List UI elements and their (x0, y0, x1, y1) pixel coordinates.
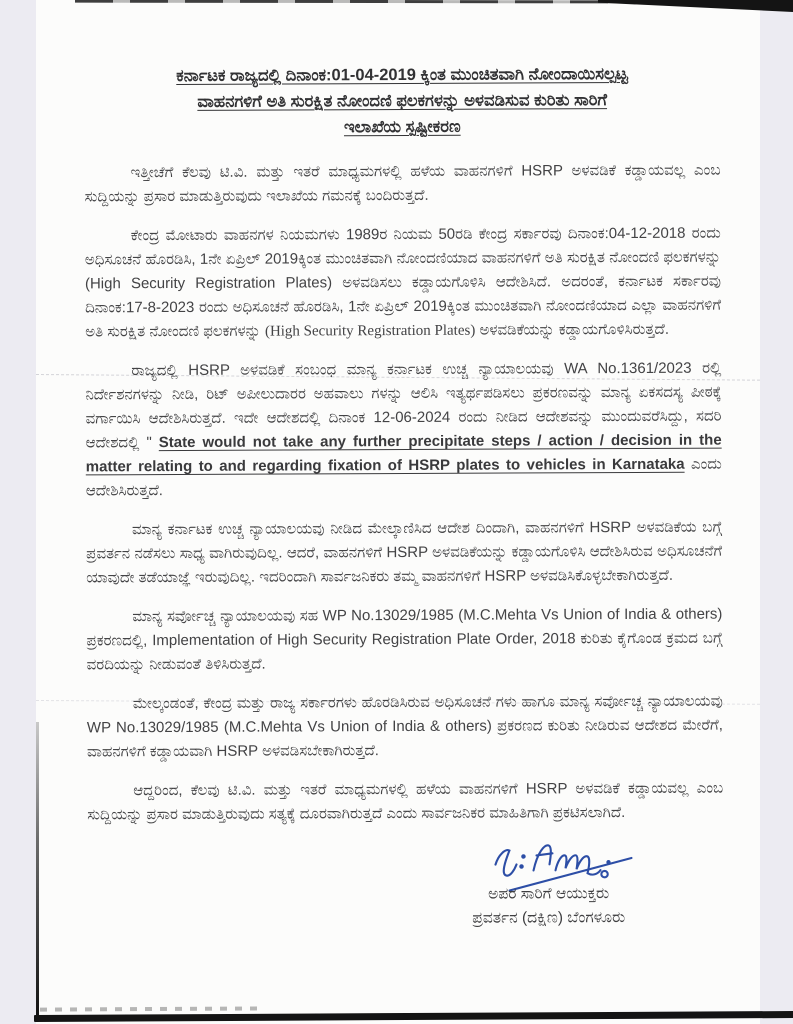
paragraph-5 (86, 603, 722, 678)
court-order-quote: State would not take any further precipitate steps / action / decision in the matter relating to and regarding fixation of HSRP plates to vehicles in Karnataka (85, 431, 722, 476)
text-segment: ಆದ್ದರಿಂದ, ಕೆಲವು ಟಿ.ವಿ. ಮತ್ತು ಇತರೆ ಮಾಧ್ಯಮಗಳಲ್ಲಿ ಹಳೆಯ ವಾಹನಗಳಿಗೆ HSRP ಅಳವಡಿಕೆ ಕಡ್ಡಾಯವಲ್ಲ ಎಂಬ ಸುದ್ದಿಯನ್ನು ಪ್ರಸಾರ ಮಾಡುತ್ತಿರುವುದು ಸತ್ಯಕ್ಕೆ ದೂರವಾಗಿರುತ್ತದೆ ಎಂದು ಸಾರ್ವಜನಿಕರ ಮಾಹಿತಿಗಾಗಿ ಪ್ರಕಟಿಸಲಾಗಿದೆ. (87, 779, 724, 824)
document-title-line-3: ಇಲಾಖೆಯ ಸ್ಪಷ್ಟೀಕರಣ (343, 117, 461, 137)
paragraph-1 (84, 159, 720, 210)
text-segment-english: (High Security Registration Plates) (84, 274, 333, 293)
text-segment: ಕೇಂದ್ರ ಮೋಟಾರು ವಾಹನಗಳ ನಿಯಮಗಳು 1989ರ ನಿಯಮ 50ರಡಿ ಕೇಂದ್ರ ಸರ್ಕಾರವು ದಿನಾಂಕ:04-12-2018 ರಂದು ಅಧಿಸೂಚನೆ ಹೊರಡಿಸಿ, 1ನೇ ಏಪ್ರಿಲ್ 2019ಕ್ಕಿಂತ ಮುಂಚಿತವಾಗಿ ನೋಂದಣಿಯಾದ ವಾಹನಗಳಿಗೆ ಅತಿ ಸುರಕ್ಷಿತ ನೋಂದಣಿ ಫಲಕಗಳನ್ನು (84, 224, 721, 269)
paragraph-7 (87, 777, 723, 828)
text-segment: ಮಾನ್ಯ ಕರ್ನಾಟಕ ಉಚ್ಚ ನ್ಯಾಯಾಲಯವು ನೀಡಿದ ಮೇಲ್ಕಾಣಿಸಿದ ಆದೇಶ ದಿಂದಾಗಿ, ವಾಹನಗಳಿಗೆ HSRP ಅಳವಡಿಕೆಯ ಬಗ್ಗೆ ಪ್ರವರ್ತನ ನಡೆಸಲು ಸಾಧ್ಯ ವಾಗಿರುವುದಿಲ್ಲ. ಆದರೆ, ವಾಹನಗಳಿಗೆ HSRP ಅಳವಡಿಕೆಯನ್ನು ಕಡ್ಡಾಯಗೊಳಿಸಿ ಆದೇಶಿಸಿರುವ ಅಧಿಸೂಚನೆಗೆ ಯಾವುದೇ ತಡೆಯಾಜ್ಞೆ ಇರುವುದಿಲ್ಲ. ಇದರಿಂದಾಗಿ ಸಾರ್ವಜನಿಕರು ತಮ್ಮ ವಾಹನಗಳಿಗೆ HSRP ಅಳವಡಿಸಿಕೊಳ್ಳಬೇಕಾಗಿರುತ್ತದೆ. (86, 518, 723, 587)
signature-block (413, 840, 683, 931)
document-body (84, 61, 724, 933)
text-segment: ಮಾನ್ಯ ಸರ್ವೋಚ್ಚ ನ್ಯಾಯಾಲಯವು ಸಹ WP No.13029/1985 (M.C.Mehta Vs Union of India & others) ಪ್ರಕರಣದಲ್ಲಿ, Implementation of High Security Registration Plate Order, 2018 ಕುರಿತು ಕೈಗೊಂಡ ಕ್ರಮದ ಬಗ್ಗೆ ವರದಿಯನ್ನು ನೀಡುವಂತೆ ತಿಳಿಸಿರುತ್ತದೆ. (86, 605, 723, 674)
document-title-line-1: ಕರ್ನಾಟಕ ರಾಜ್ಯದಲ್ಲಿ ದಿನಾಂಕ:01-04-2019 ಕ್ಕಿಂತ ಮುಂಚಿತವಾಗಿ ನೋಂದಾಯಿಸಲ್ಪಟ್ಟ (176, 65, 628, 85)
text-segment: ಇತ್ತೀಚೆಗೆ ಕೆಲವು ಟಿ.ವಿ. ಮತ್ತು ಇತರೆ ಮಾಧ್ಯಮಗಳಲ್ಲಿ ಹಳೆಯ ವಾಹನಗಳಿಗೆ HSRP ಅಳವಡಿಕೆ ಕಡ್ಡಾಯವಲ್ಲ ಎಂಬ ಸುದ್ದಿಯನ್ನು ಪ್ರಸಾರ ಮಾಡುತ್ತಿರುವುದು ಇಲಾಖೆಯ ಗಮನಕ್ಕೆ ಬಂದಿರುತ್ತದೆ. (84, 161, 721, 206)
text-segment-english-serif: (High Security Registration Plates) (264, 322, 476, 340)
paragraph-6 (87, 690, 723, 765)
paragraph-4 (86, 516, 722, 591)
signatory-designation: ಅಪರ ಸಾರಿಗೆ ಆಯುಕ್ತರು (488, 885, 610, 903)
paragraph-3 (85, 357, 722, 504)
document-title (88, 61, 716, 142)
scan-edge-left (36, 722, 39, 1018)
text-segment: ಅಳವಡಿಕೆಯನ್ನು ಕಡ್ಡಾಯಗೊಳಿಸಿರುತ್ತದೆ. (475, 320, 670, 339)
text-segment: ಮೇಲ್ಕಂಡಂತೆ, ಕೇಂದ್ರ ಮತ್ತು ರಾಜ್ಯ ಸರ್ಕಾರಗಳು ಹೊರಡಿಸಿರುವ ಅಧಿಸೂಚನೆ ಗಳು ಹಾಗೂ ಮಾನ್ಯ ಸರ್ವೋಚ್ಚ ನ್ಯಾಯಾಲಯವು WP No.13029/1985 (M.C.Mehta Vs Union of India & others) ಪ್ರಕರಣದ ಕುರಿತು ನೀಡಿರುವ ಆದೇಶದ ಮೇರೆಗೆ, ವಾಹನಗಳಿಗೆ ಕಡ್ಡಾಯವಾಗಿ HSRP ಅಳವಡಿಸಬೇಕಾಗಿರುತ್ತದೆ. (86, 692, 723, 761)
document-title-line-2: ವಾಹನಗಳಿಗೆ ಅತಿ ಸುರಕ್ಷಿತ ನೋಂದಣಿ ಫಲಕಗಳನ್ನು ಅಳವಡಿಸುವ ಕುರಿತು ಸಾರಿಗೆ (197, 91, 608, 111)
signatory-office: ಪ್ರವರ್ತನ (ದಕ್ಷಿಣ) ಬೆಂಗಳೂರು (472, 909, 626, 927)
text-segment: ಅಳವಡಿಸಲು ಕಡ್ಡಾಯಗೊಳಿಸಿ ಆದೇಶಿಸಿದೆ. ಅದರಂತೆ, ಕರ್ನಾಟಕ ಸರ್ಕಾರವು ದಿನಾಂಕ:17-8-2023 ರಂದು ಅಧಿಸೂಚನೆ ಹೊರಡಿಸಿ, 1ನೇ ಏಪ್ರಿಲ್ 2019ಕ್ಕಿಂತ ಮುಂಚಿತವಾಗಿ ನೋಂದಣಿಯಾದ ಎಲ್ಲಾ ವಾಹನಗಳಿಗೆ ಅತಿ ಸುರಕ್ಷಿತ ನೋಂದಣಿ ಫಲಕಗಳನ್ನು (85, 272, 722, 341)
text-segment: ಎಂದು ಆದೇಶಿಸಿರುತ್ತದೆ. (85, 455, 722, 500)
text-segment: ರಾಜ್ಯದಲ್ಲಿ HSRP ಅಳವಡಿಕೆ ಸಂಬಂಧ ಮಾನ್ಯ ಕರ್ನಾಟಕ ಉಚ್ಚ ನ್ಯಾಯಾಲಯವು WA No.1361/2023 ರಲ್ಲಿ ನಿರ್ದೇಶನಗಳನ್ನು ನೀಡಿ, ರಿಟ್ ಅಪೀಲುದಾರರ ಅಹವಾಲು ಗಳನ್ನು ಆಲಿಸಿ ಇತ್ಯರ್ಥಪಡಿಸಲು ಪ್ರಕರಣವನ್ನು ಮಾನ್ಯ ಏಕಸದಸ್ಯ ಪೀಠಕ್ಕೆ ವರ್ಗಾಯಿಸಿ ಆದೇಶಿಸಿರುತ್ತದೆ. ಇದೇ ಆದೇಶದಲ್ಲಿ ದಿನಾಂಕ 12-06-2024 ರಂದು ನೀಡಿದ ಆದೇಶವನ್ನು ಮುಂದುವರೆಸಿದ್ದು, ಸದರಿ ಆದೇಶದಲ್ಲಿ " (85, 359, 722, 452)
paragraph-2 (85, 222, 722, 345)
